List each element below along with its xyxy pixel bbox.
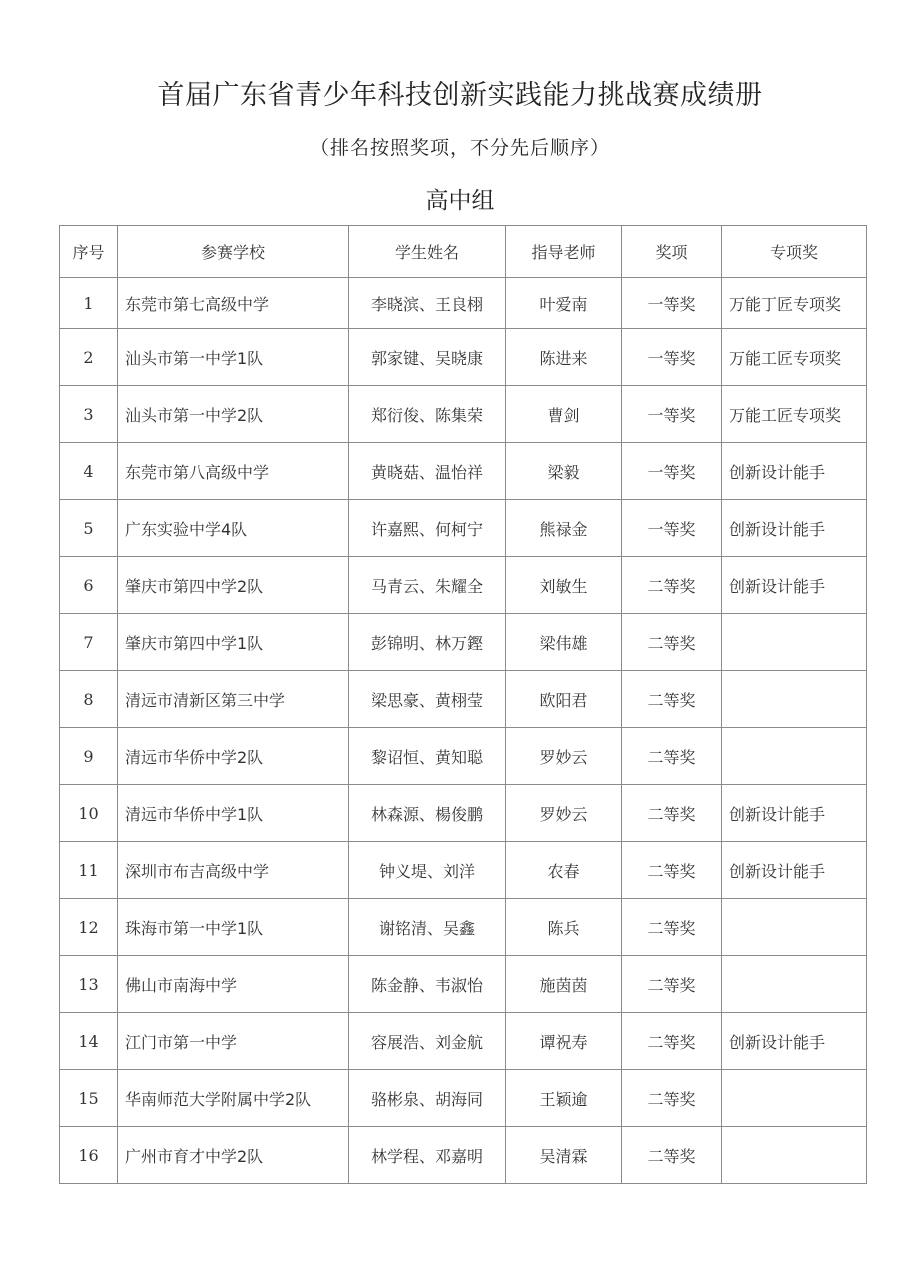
cell-student: 林森源、楊俊鹏 bbox=[349, 785, 506, 842]
document-subtitle: （排名按照奖项，不分先后顺序） bbox=[309, 137, 610, 159]
cell-no: 9 bbox=[60, 728, 118, 785]
cell-no: 16 bbox=[60, 1127, 118, 1184]
cell-teacher: 叶爱南 bbox=[506, 278, 622, 329]
cell-student: 林学程、邓嘉明 bbox=[349, 1127, 506, 1184]
cell-school: 汕头市第一中学2队 bbox=[118, 386, 349, 443]
cell-no: 11 bbox=[60, 842, 118, 899]
cell-award: 一等奖 bbox=[622, 443, 722, 500]
cell-award: 一等奖 bbox=[622, 500, 722, 557]
cell-student: 黄晓菇、温怡祥 bbox=[349, 443, 506, 500]
table-row bbox=[60, 899, 867, 956]
table-row bbox=[60, 1127, 867, 1184]
cell-special bbox=[722, 956, 867, 1013]
cell-award: 一等奖 bbox=[622, 329, 722, 386]
cell-teacher: 谭祝寿 bbox=[506, 1013, 622, 1070]
cell-special bbox=[722, 1070, 867, 1127]
cell-no: 15 bbox=[60, 1070, 118, 1127]
header-teacher: 指导老师 bbox=[506, 226, 622, 278]
cell-student: 郭家键、吴晓康 bbox=[349, 329, 506, 386]
cell-school: 广州市育才中学2队 bbox=[118, 1127, 349, 1184]
cell-award: 二等奖 bbox=[622, 1013, 722, 1070]
cell-teacher: 罗妙云 bbox=[506, 728, 622, 785]
header-school: 参赛学校 bbox=[118, 226, 349, 278]
cell-teacher: 欧阳君 bbox=[506, 671, 622, 728]
cell-student: 马青云、朱耀全 bbox=[349, 557, 506, 614]
cell-no: 8 bbox=[60, 671, 118, 728]
cell-student: 许嘉熙、何柯宁 bbox=[349, 500, 506, 557]
cell-special: 万能工匠专项奖 bbox=[722, 386, 867, 443]
cell-school: 清远市华侨中学2队 bbox=[118, 728, 349, 785]
table-row bbox=[60, 278, 867, 329]
cell-award: 二等奖 bbox=[622, 1070, 722, 1127]
cell-school: 珠海市第一中学1队 bbox=[118, 899, 349, 956]
cell-award: 二等奖 bbox=[622, 1127, 722, 1184]
cell-student: 骆彬泉、胡海同 bbox=[349, 1070, 506, 1127]
cell-no: 13 bbox=[60, 956, 118, 1013]
cell-school: 广东实验中学4队 bbox=[118, 500, 349, 557]
cell-school: 华南师范大学附属中学2队 bbox=[118, 1070, 349, 1127]
cell-student: 钟义堤、刘洋 bbox=[349, 842, 506, 899]
cell-student: 彭锦明、林万鏗 bbox=[349, 614, 506, 671]
cell-award: 二等奖 bbox=[622, 785, 722, 842]
cell-teacher: 刘敏生 bbox=[506, 557, 622, 614]
cell-teacher: 陈兵 bbox=[506, 899, 622, 956]
cell-award: 二等奖 bbox=[622, 614, 722, 671]
cell-student: 郑衍俊、陈集荣 bbox=[349, 386, 506, 443]
cell-award: 二等奖 bbox=[622, 557, 722, 614]
cell-special bbox=[722, 614, 867, 671]
table-row bbox=[60, 728, 867, 785]
cell-teacher: 熊禄金 bbox=[506, 500, 622, 557]
table-row bbox=[60, 1013, 867, 1070]
table-row bbox=[60, 557, 867, 614]
cell-student: 陈金静、韦淑怡 bbox=[349, 956, 506, 1013]
cell-student: 黎诏恒、黄知聪 bbox=[349, 728, 506, 785]
cell-special bbox=[722, 671, 867, 728]
table-row bbox=[60, 956, 867, 1013]
cell-teacher: 罗妙云 bbox=[506, 785, 622, 842]
cell-special bbox=[722, 728, 867, 785]
cell-special: 创新设计能手 bbox=[722, 557, 867, 614]
cell-special: 万能工匠专项奖 bbox=[722, 329, 867, 386]
cell-special: 创新设计能手 bbox=[722, 785, 867, 842]
cell-teacher: 梁伟雄 bbox=[506, 614, 622, 671]
cell-teacher: 陈进来 bbox=[506, 329, 622, 386]
cell-award: 二等奖 bbox=[622, 728, 722, 785]
table-row bbox=[60, 1070, 867, 1127]
table-row bbox=[60, 443, 867, 500]
group-heading: 高中组 bbox=[425, 188, 495, 214]
cell-no: 7 bbox=[60, 614, 118, 671]
cell-teacher: 王颖逾 bbox=[506, 1070, 622, 1127]
cell-school: 肇庆市第四中学1队 bbox=[118, 614, 349, 671]
cell-teacher: 梁毅 bbox=[506, 443, 622, 500]
cell-school: 佛山市南海中学 bbox=[118, 956, 349, 1013]
header-award: 奖项 bbox=[622, 226, 722, 278]
cell-award: 二等奖 bbox=[622, 842, 722, 899]
table-row bbox=[60, 785, 867, 842]
table-row bbox=[60, 329, 867, 386]
document-title: 首届广东省青少年科技创新实践能力挑战赛成绩册 bbox=[157, 80, 763, 111]
cell-school: 清远市清新区第三中学 bbox=[118, 671, 349, 728]
cell-teacher: 吴清霖 bbox=[506, 1127, 622, 1184]
cell-teacher: 曹剑 bbox=[506, 386, 622, 443]
table-body bbox=[60, 278, 867, 1184]
cell-award: 一等奖 bbox=[622, 278, 722, 329]
cell-special: 万能丁匠专项奖 bbox=[722, 278, 867, 329]
cell-student: 谢铭清、吴鑫 bbox=[349, 899, 506, 956]
cell-award: 二等奖 bbox=[622, 899, 722, 956]
cell-teacher: 施茵茵 bbox=[506, 956, 622, 1013]
cell-student: 梁思豪、黄栩莹 bbox=[349, 671, 506, 728]
table-row bbox=[60, 614, 867, 671]
cell-special bbox=[722, 899, 867, 956]
cell-student: 李晓滨、王良栩 bbox=[349, 278, 506, 329]
cell-school: 江门市第一中学 bbox=[118, 1013, 349, 1070]
cell-no: 3 bbox=[60, 386, 118, 443]
table-row bbox=[60, 671, 867, 728]
cell-no: 2 bbox=[60, 329, 118, 386]
header-no: 序号 bbox=[60, 226, 118, 278]
cell-special bbox=[722, 1127, 867, 1184]
cell-award: 二等奖 bbox=[622, 956, 722, 1013]
cell-no: 6 bbox=[60, 557, 118, 614]
cell-school: 东莞市第七高级中学 bbox=[118, 278, 349, 329]
table-row bbox=[60, 842, 867, 899]
cell-school: 肇庆市第四中学2队 bbox=[118, 557, 349, 614]
cell-no: 12 bbox=[60, 899, 118, 956]
cell-school: 深圳市布吉高级中学 bbox=[118, 842, 349, 899]
cell-no: 4 bbox=[60, 443, 118, 500]
cell-school: 清远市华侨中学1队 bbox=[118, 785, 349, 842]
header-special: 专项奖 bbox=[722, 226, 867, 278]
cell-student: 容展浩、刘金航 bbox=[349, 1013, 506, 1070]
results-table bbox=[59, 225, 867, 1184]
cell-school: 东莞市第八高级中学 bbox=[118, 443, 349, 500]
cell-no: 1 bbox=[60, 278, 118, 329]
cell-special: 创新设计能手 bbox=[722, 842, 867, 899]
table-header-row bbox=[60, 226, 867, 278]
cell-school: 汕头市第一中学1队 bbox=[118, 329, 349, 386]
cell-award: 二等奖 bbox=[622, 671, 722, 728]
table-row bbox=[60, 386, 867, 443]
cell-no: 14 bbox=[60, 1013, 118, 1070]
cell-special: 创新设计能手 bbox=[722, 1013, 867, 1070]
cell-special: 创新设计能手 bbox=[722, 500, 867, 557]
cell-teacher: 农春 bbox=[506, 842, 622, 899]
cell-special: 创新设计能手 bbox=[722, 443, 867, 500]
cell-no: 10 bbox=[60, 785, 118, 842]
table-row bbox=[60, 500, 867, 557]
cell-award: 一等奖 bbox=[622, 386, 722, 443]
header-student: 学生姓名 bbox=[349, 226, 506, 278]
cell-no: 5 bbox=[60, 500, 118, 557]
